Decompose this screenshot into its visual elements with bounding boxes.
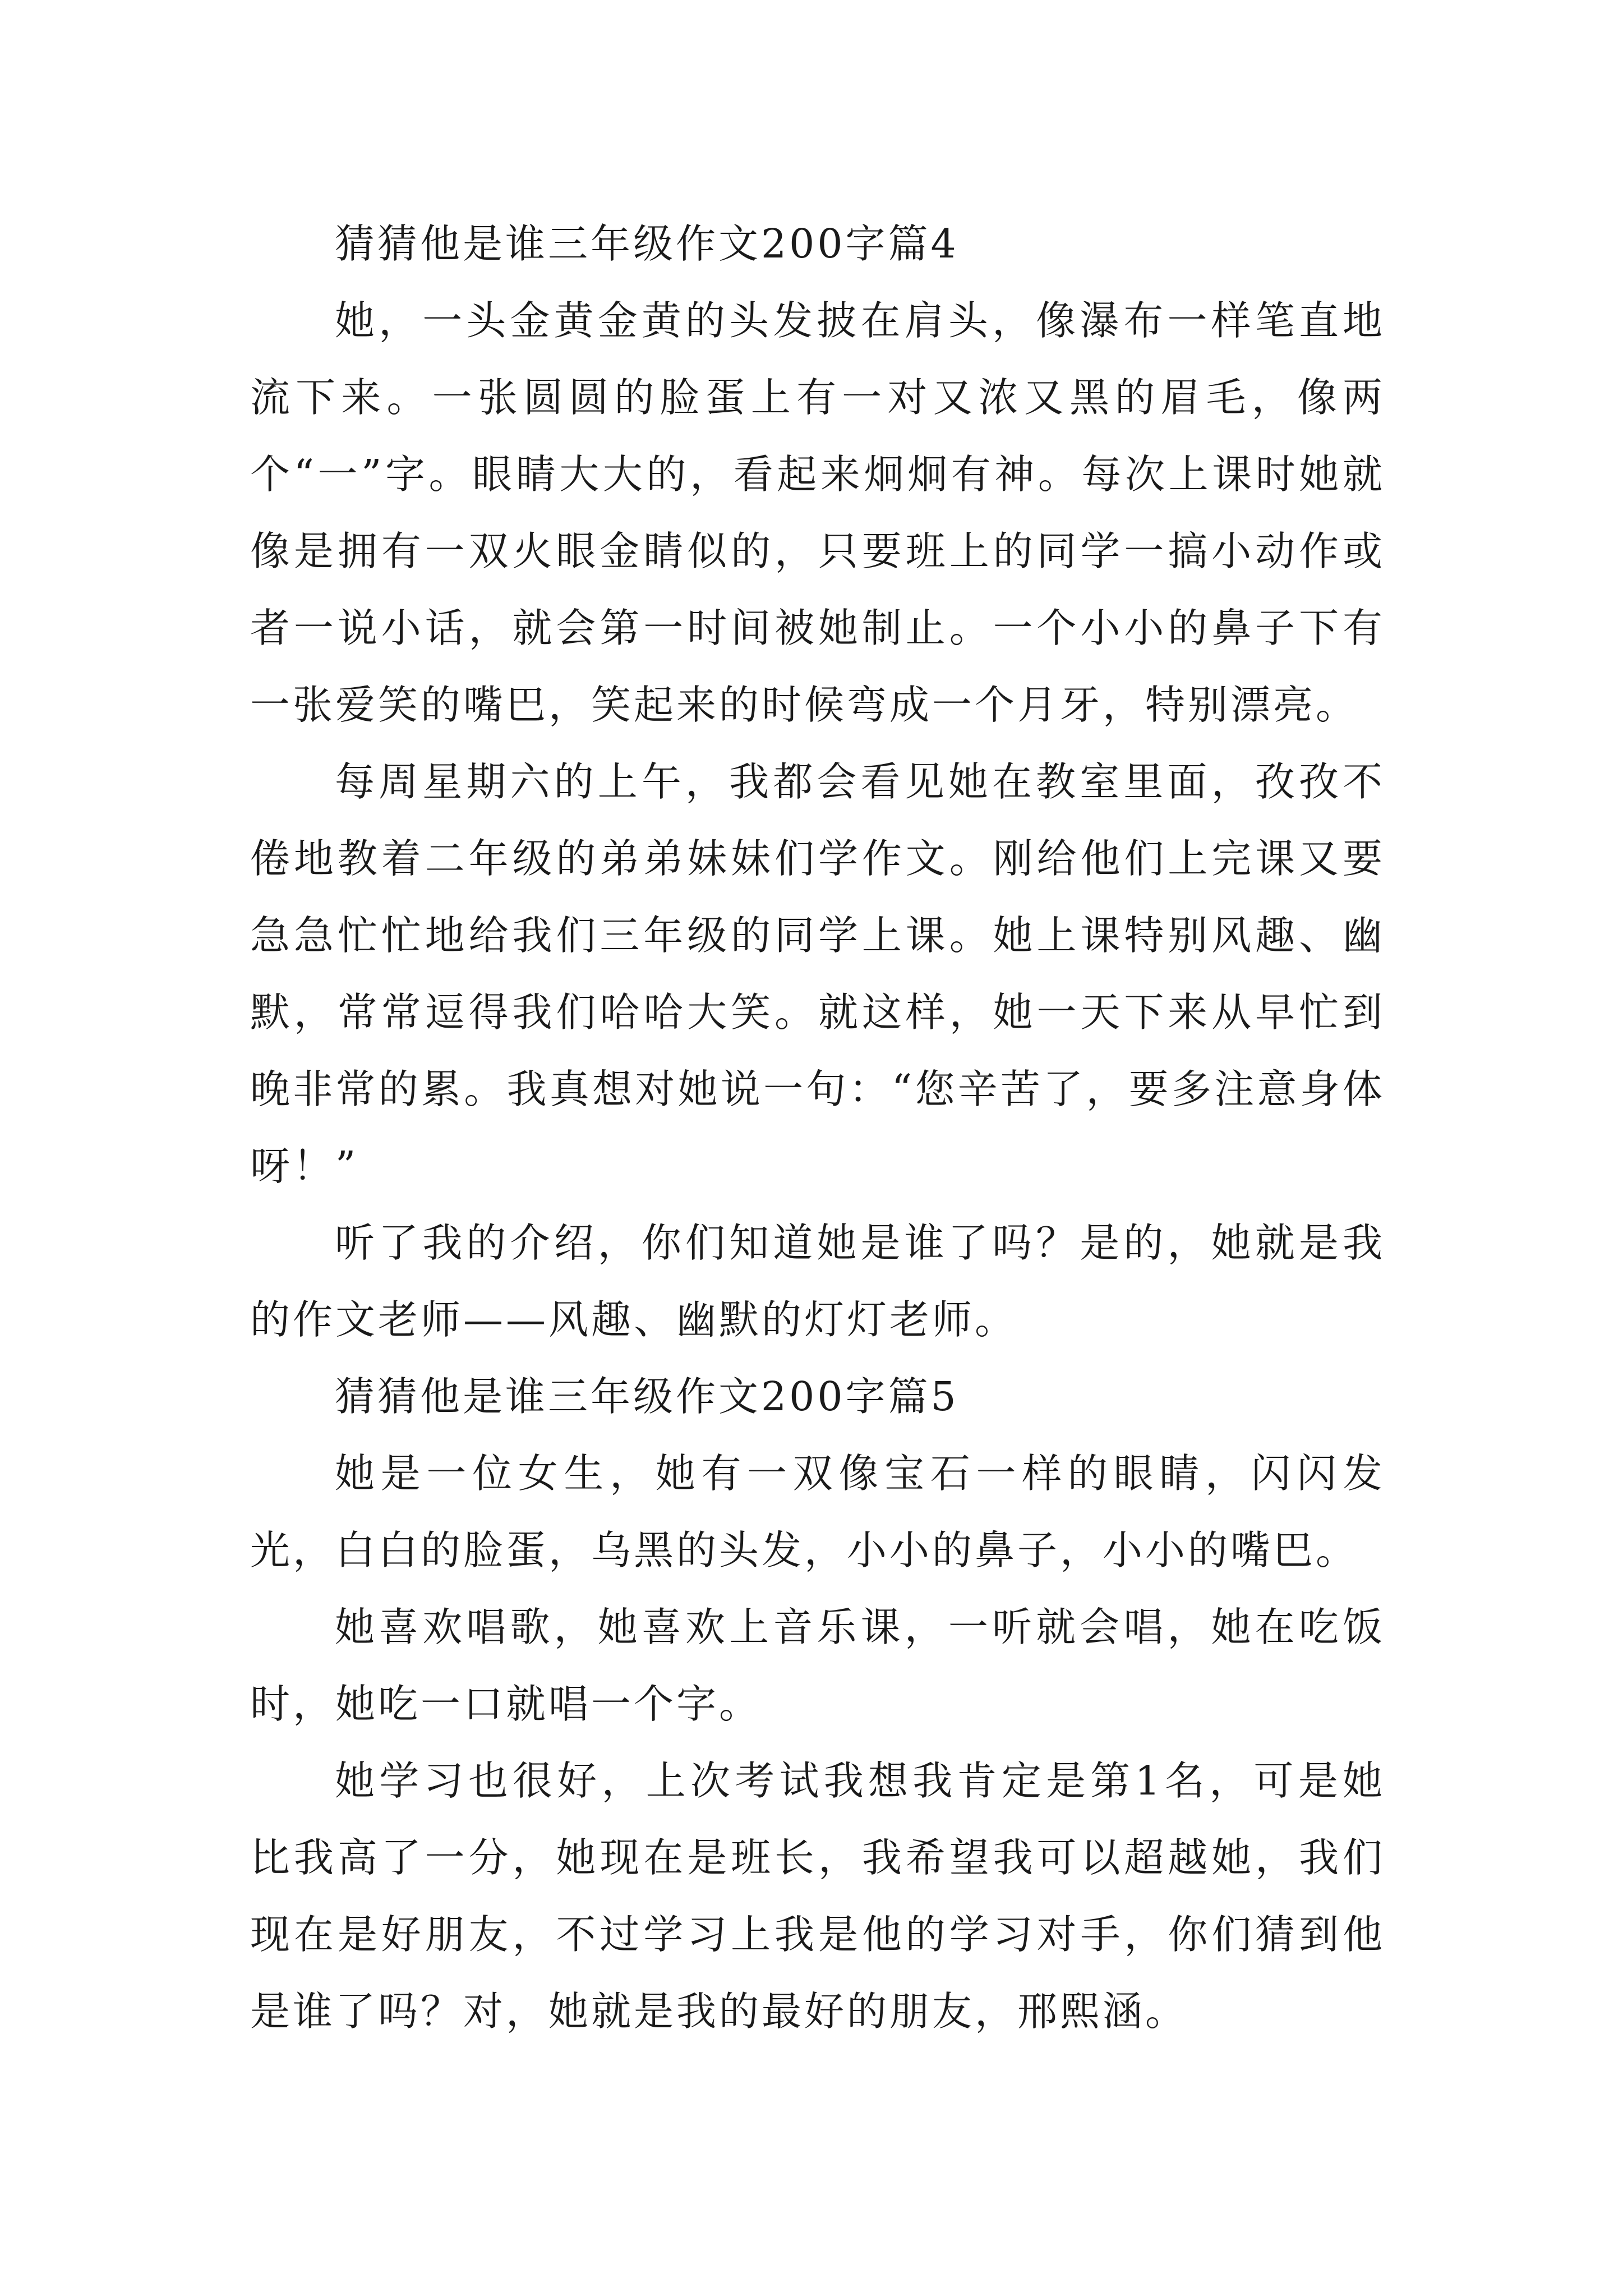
paragraph: 听了我的介绍，你们知道她是谁了吗？是的，她就是我的作文老师——风趣、幽默的灯灯老师。 — [250, 1220, 1385, 1343]
paragraph: 她，一头金黄金黄的头发披在肩头，像瀑布一样笔直地流下来。一张圆圆的脸蛋上有一对又浓又黑的眉毛，像两个“一”字。眼睛大大的，看起来炯炯有神。每次上课时她就像是拥有一双火眼金睛似的，只要班上的同学一搞小动作或者一说小话，就会第一时间被她制止。一个小小的鼻子下有一张爱笑的嘴巴，笑起来的时候弯成一个月牙，特别漂亮。 — [250, 297, 1385, 728]
section-heading-5: 猜猜他是谁三年级作文200字篇5 — [335, 1373, 959, 1420]
paragraph: 她学习也很好，上次考试我想我肯定是第1名，可是她比我高了一分，她现在是班长，我希望我可以超越她，我们现在是好朋友，不过学习上我是他的学习对手，你们猜到他是谁了吗？对，她就是我的最好的朋友，邢熙涵。 — [250, 1757, 1385, 2035]
paragraph: 她是一位女生，她有一双像宝石一样的眼睛，闪闪发光，白白的脸蛋，乌黑的头发，小小的鼻子，小小的嘴巴。 — [250, 1450, 1385, 1573]
paragraph: 她喜欢唱歌，她喜欢上音乐课，一听就会唱，她在吃饭时，她吃一口就唱一个字。 — [250, 1604, 1385, 1727]
paragraph: 每周星期六的上午，我都会看见她在教室里面，孜孜不倦地教着二年级的弟弟妹妹们学作文。刚给他们上完课又要急急忙忙地给我们三年级的同学上课。她上课特别风趣、幽默，常常逗得我们哈哈大笑。就这样，她一天下来从早忙到晚非常的累。我真想对她说一句：“您辛苦了，要多注意身体呀！” — [250, 758, 1385, 1189]
section-heading-4: 猜猜他是谁三年级作文200字篇4 — [335, 220, 959, 267]
document-body — [250, 205, 1385, 2050]
